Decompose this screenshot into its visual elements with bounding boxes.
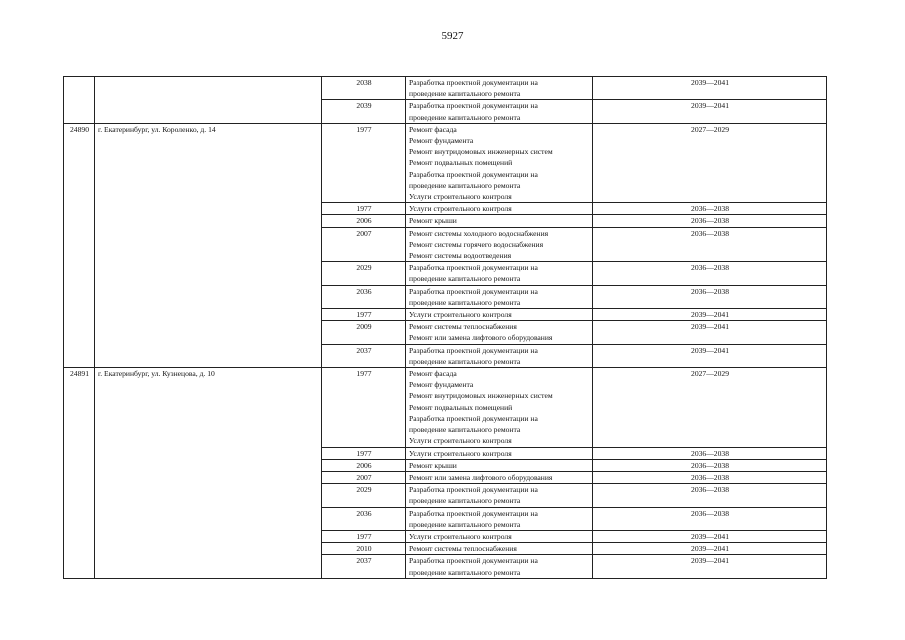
work-item: Ремонт фасада xyxy=(409,124,457,134)
work-types-cell xyxy=(406,507,593,530)
work-item: Разработка проектной документации на xyxy=(409,263,538,273)
year-cell: 2009 xyxy=(322,321,406,344)
period-cell: 2039—2041 xyxy=(593,100,827,123)
table-row xyxy=(64,77,827,100)
period-cell: 2039—2041 xyxy=(593,344,827,367)
year-cell: 1977 xyxy=(322,530,406,542)
work-item: Ремонт крыши xyxy=(409,216,457,226)
year-cell: 1977 xyxy=(322,309,406,321)
work-item: Разработка проектной документации на xyxy=(409,345,538,355)
year-cell: 1977 xyxy=(322,203,406,215)
period-cell: 2027—2029 xyxy=(593,123,827,202)
year-cell: 2029 xyxy=(322,262,406,285)
work-item: Разработка проектной документации на xyxy=(409,508,538,518)
work-item: Ремонт системы холодного водоснабжения xyxy=(409,228,549,238)
object-number: 24890 xyxy=(64,123,95,367)
work-item: Ремонт фасада xyxy=(409,369,457,379)
work-item: проведение капитального ремонта xyxy=(409,180,521,190)
period-cell: 2039—2041 xyxy=(593,77,827,100)
work-item: проведение капитального ремонта xyxy=(409,274,521,284)
work-types-cell xyxy=(406,321,593,344)
work-item: Услуги строительного контроля xyxy=(409,204,512,214)
work-item: проведение капитального ремонта xyxy=(409,112,521,122)
work-types-cell xyxy=(406,227,593,262)
work-types-cell xyxy=(406,368,593,447)
work-item: Ремонт системы теплоснабжения xyxy=(409,322,517,332)
building-address: г. Екатеринбург, ул. Кузнецова, д. 10 xyxy=(95,368,322,579)
work-types-cell xyxy=(406,459,593,471)
period-cell: 2036—2038 xyxy=(593,507,827,530)
work-types-cell xyxy=(406,123,593,202)
year-cell: 2006 xyxy=(322,215,406,227)
period-cell: 2036—2038 xyxy=(593,285,827,308)
work-item: Ремонт системы теплоснабжения xyxy=(409,544,517,554)
work-types-cell xyxy=(406,309,593,321)
work-item: проведение капитального ремонта xyxy=(409,425,521,435)
work-item: Услуги строительного контроля xyxy=(409,531,512,541)
year-cell: 2037 xyxy=(322,555,406,578)
work-item: Разработка проектной документации на xyxy=(409,78,538,87)
work-item: Разработка проектной документации на xyxy=(409,101,538,111)
work-item: Ремонт системы водоотведения xyxy=(409,251,512,261)
table-row xyxy=(64,123,827,202)
work-item: Разработка проектной документации на xyxy=(409,413,538,423)
work-item: проведение капитального ремонта xyxy=(409,496,521,506)
work-item: Ремонт внутридомовых инженерных систем xyxy=(409,391,553,401)
year-cell: 2029 xyxy=(322,484,406,507)
work-item: проведение капитального ремонта xyxy=(409,356,521,366)
table-body xyxy=(64,77,827,579)
year-cell: 2039 xyxy=(322,100,406,123)
work-types-cell xyxy=(406,484,593,507)
period-cell: 2036—2038 xyxy=(593,215,827,227)
period-cell: 2036—2038 xyxy=(593,227,827,262)
object-number xyxy=(64,77,95,124)
period-cell: 2039—2041 xyxy=(593,530,827,542)
year-cell: 2036 xyxy=(322,507,406,530)
work-types-cell xyxy=(406,203,593,215)
work-item: Ремонт или замена лифтового оборудования xyxy=(409,333,553,343)
work-types-cell xyxy=(406,530,593,542)
work-item: Разработка проектной документации на xyxy=(409,286,538,296)
year-cell: 1977 xyxy=(322,368,406,447)
work-item: Ремонт внутридомовых инженерных систем xyxy=(409,147,553,157)
work-item: Ремонт подвальных помещений xyxy=(409,402,513,412)
period-cell: 2036—2038 xyxy=(593,262,827,285)
work-types-cell xyxy=(406,543,593,555)
work-types-cell xyxy=(406,215,593,227)
work-item: Услуги строительного контроля xyxy=(409,310,512,320)
work-types-cell xyxy=(406,447,593,459)
period-cell: 2036—2038 xyxy=(593,484,827,507)
period-cell: 2039—2041 xyxy=(593,543,827,555)
year-cell: 2006 xyxy=(322,459,406,471)
work-types-cell xyxy=(406,344,593,367)
period-cell: 2036—2038 xyxy=(593,459,827,471)
period-cell: 2027—2029 xyxy=(593,368,827,447)
work-item: Услуги строительного контроля xyxy=(409,192,512,202)
work-item: Ремонт подвальных помещений xyxy=(409,158,513,168)
work-types-cell xyxy=(406,262,593,285)
work-item: Ремонт или замена лифтового оборудования xyxy=(409,472,553,482)
work-item: проведение капитального ремонта xyxy=(409,89,521,99)
work-types-cell xyxy=(406,555,593,578)
work-item: Разработка проектной документации на xyxy=(409,169,538,179)
building-address: г. Екатеринбург, ул. Короленко, д. 14 xyxy=(95,123,322,367)
work-item: Услуги строительного контроля xyxy=(409,436,512,446)
year-cell: 1977 xyxy=(322,123,406,202)
year-cell: 2037 xyxy=(322,344,406,367)
work-item: проведение капитального ремонта xyxy=(409,567,521,577)
work-item: Ремонт фундамента xyxy=(409,136,474,146)
period-cell: 2039—2041 xyxy=(593,321,827,344)
repair-schedule-table xyxy=(63,76,827,579)
work-types-cell xyxy=(406,77,593,100)
period-cell: 2036—2038 xyxy=(593,203,827,215)
work-item: проведение капитального ремонта xyxy=(409,519,521,529)
work-item: Разработка проектной документации на xyxy=(409,556,538,566)
period-cell: 2039—2041 xyxy=(593,309,827,321)
year-cell: 1977 xyxy=(322,447,406,459)
year-cell: 2007 xyxy=(322,227,406,262)
period-cell: 2036—2038 xyxy=(593,447,827,459)
work-item: проведение капитального ремонта xyxy=(409,297,521,307)
period-cell: 2036—2038 xyxy=(593,471,827,483)
work-types-cell xyxy=(406,285,593,308)
work-item: Ремонт фундамента xyxy=(409,380,474,390)
work-item: Ремонт системы горячего водоснабжения xyxy=(409,239,544,249)
object-number: 24891 xyxy=(64,368,95,579)
work-item: Разработка проектной документации на xyxy=(409,485,538,495)
work-item: Услуги строительного контроля xyxy=(409,448,512,458)
year-cell: 2007 xyxy=(322,471,406,483)
year-cell: 2036 xyxy=(322,285,406,308)
page-number: 5927 xyxy=(441,30,464,42)
work-types-cell xyxy=(406,100,593,123)
year-cell: 2038 xyxy=(322,77,406,100)
table-row xyxy=(64,368,827,447)
period-cell: 2039—2041 xyxy=(593,555,827,578)
building-address xyxy=(95,77,322,124)
work-types-cell xyxy=(406,471,593,483)
work-item: Ремонт крыши xyxy=(409,460,457,470)
year-cell: 2010 xyxy=(322,543,406,555)
